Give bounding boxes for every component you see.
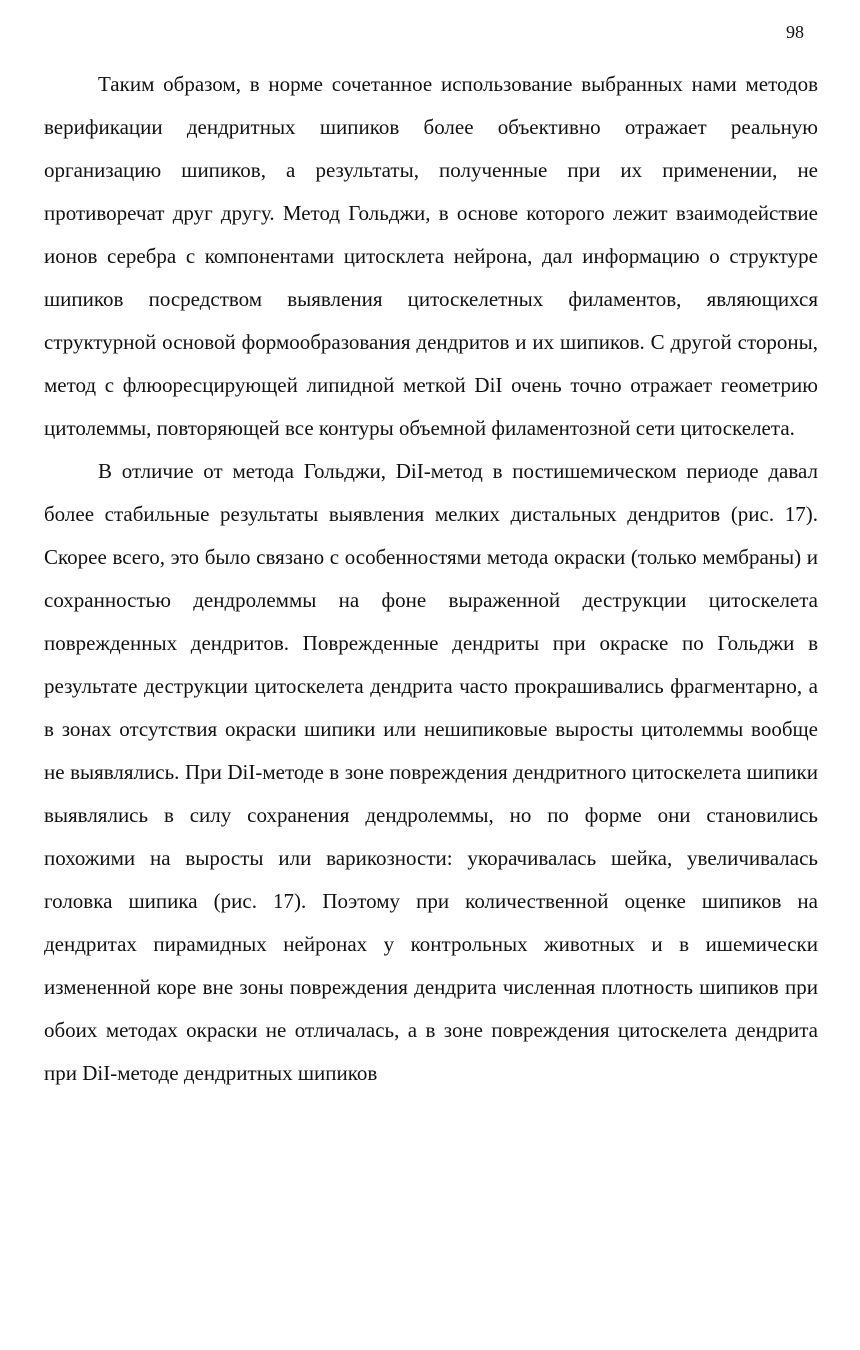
- paragraph-1: Таким образом, в норме сочетанное использование выбранных нами методов верификации дендритных шипиков более объективно отражает реальную организацию шипиков, а результаты, полученные при их применении, не противоречат друг другу. Метод Гольджи, в основе которого лежит взаимодействие ионов серебра с компонентами цитосклета нейрона, дал информацию о структуре шипиков посредством выявления цитоскелетных филаментов, являющихся структурной основой формообразования дендритов и их шипиков. С другой стороны, метод с флюоресцирующей липидной меткой DiI очень точно отражает геометрию цитолеммы, повторяющей все контуры объемной филаментозной сети цитоскелета.: [44, 72, 818, 440]
- paragraph-2: В отличие от метода Гольджи, DiI-метод в постишемическом периоде давал более стабильные результаты выявления мелких дистальных дендритов (рис. 17). Скорее всего, это было связано с особенностями метода окраски (только мембраны) и сохранностью дендролеммы на фоне выраженной деструкции цитоскелета поврежденных дендритов. Поврежденные дендриты при окраске по Гольджи в результате деструкции цитоскелета дендрита часто прокрашивались фрагментарно, а в зонах отсутствия окраски шипики или нешипиковые выросты цитолеммы вообще не выявлялись. При DiI-методе в зоне повреждения дендритного цитоскелета шипики выявлялись в силу сохранения дендролеммы, но по форме они становились похожими на выросты или варикозности: укорачивалась шейка, увеличивалась головка шипика (рис. 17). Поэтому при количественной оценке шипиков на дендритах пирамидных нейронах у контрольных животных и в ишемически измененной коре вне зоны повреждения дендрита численная плотность шипиков при обоих методах окраски не отличалась, а в зоне повреждения цитоскелета дендрита при DiI-методе дендритных шипиков: [44, 459, 818, 1085]
- page-number: 98: [786, 22, 804, 42]
- body-text: [44, 63, 818, 1095]
